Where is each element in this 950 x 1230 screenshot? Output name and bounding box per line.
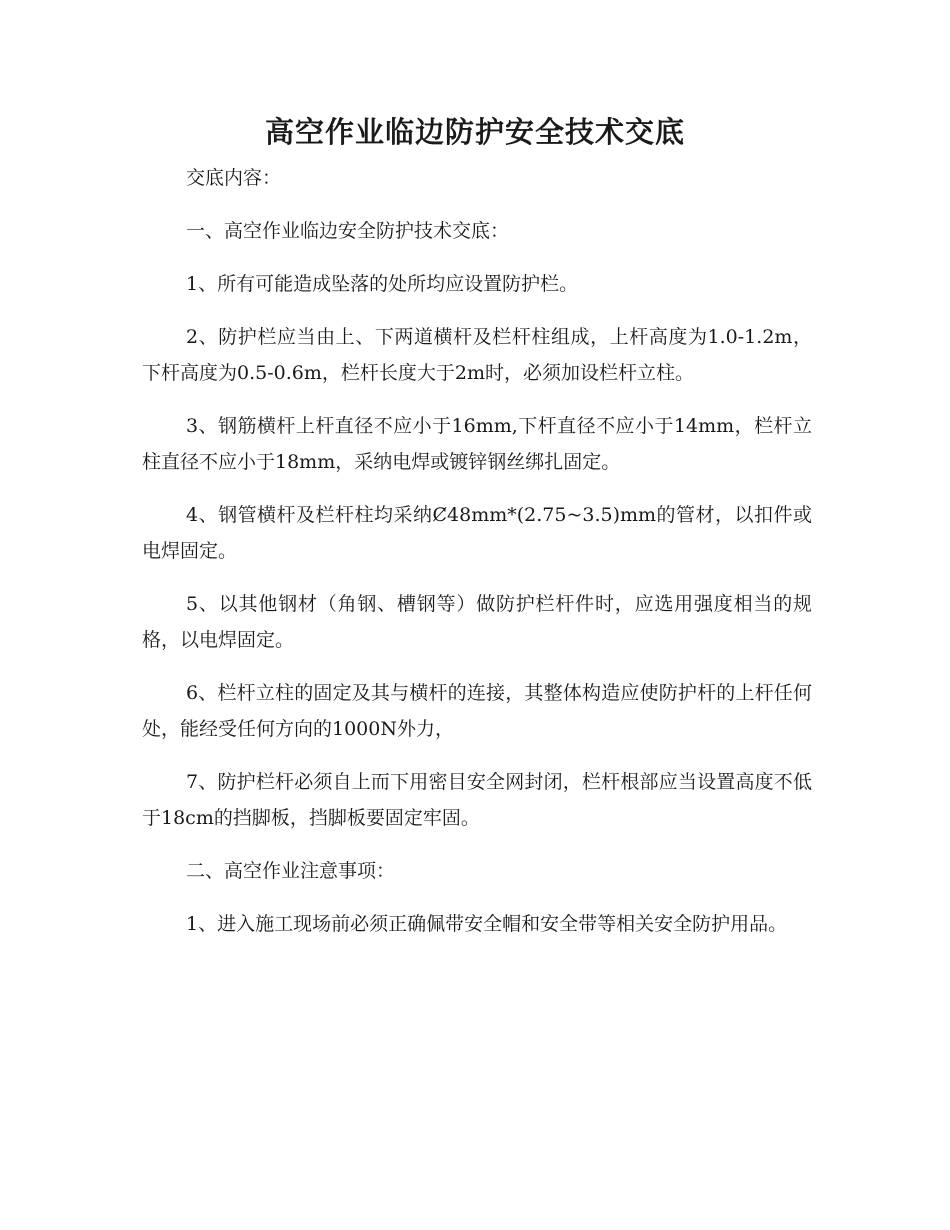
paragraph-3: 3、钢筋横杆上杆直径不应小于16mm,下杆直径不应小于14mm，栏杆立柱直径不应小于18mm，采纳电焊或镀锌钢丝绑扎固定。 [142,415,812,473]
document-body [142,160,812,959]
paragraph-8: 1、进入施工现场前必须正确佩带安全帽和安全带等相关安全防护用品。 [186,913,788,935]
document-title: 高空作业临边防护安全技术交底 [264,115,685,149]
intro-label: 交底内容： [186,167,282,189]
paragraph-5: 5、以其他钢材（角钢、槽钢等）做防护栏杆件时，应选用强度相当的规格，以电焊固定。 [142,593,812,651]
section-heading-1: 一、高空作业临边安全防护技术交底： [186,220,510,242]
paragraph-7: 7、防护栏杆必须自上而下用密目安全网封闭，栏杆根部应当设置高度不低于18cm的挡脚板，挡脚板要固定牢固。 [142,771,812,829]
paragraph-6: 6、栏杆立柱的固定及其与横杆的连接，其整体构造应使防护杆的上杆任何处，能经受任何方向的1000N外力， [142,682,812,740]
paragraph-4: 4、钢管横杆及栏杆柱均采纳Ȼ48mm*(2.75~3.5)mm的管材，以扣件或电焊固定。 [142,504,812,562]
section-heading-2: 二、高空作业注意事项： [186,860,396,882]
paragraph-2: 2、防护栏应当由上、下两道横杆及栏杆柱组成，上杆高度为1.0-1.2m，下杆高度为0.5-0.6m，栏杆长度大于2m时，必须加设栏杆立柱。 [142,326,812,384]
paragraph-1: 1、所有可能造成坠落的处所均应设置防护栏。 [186,273,579,295]
